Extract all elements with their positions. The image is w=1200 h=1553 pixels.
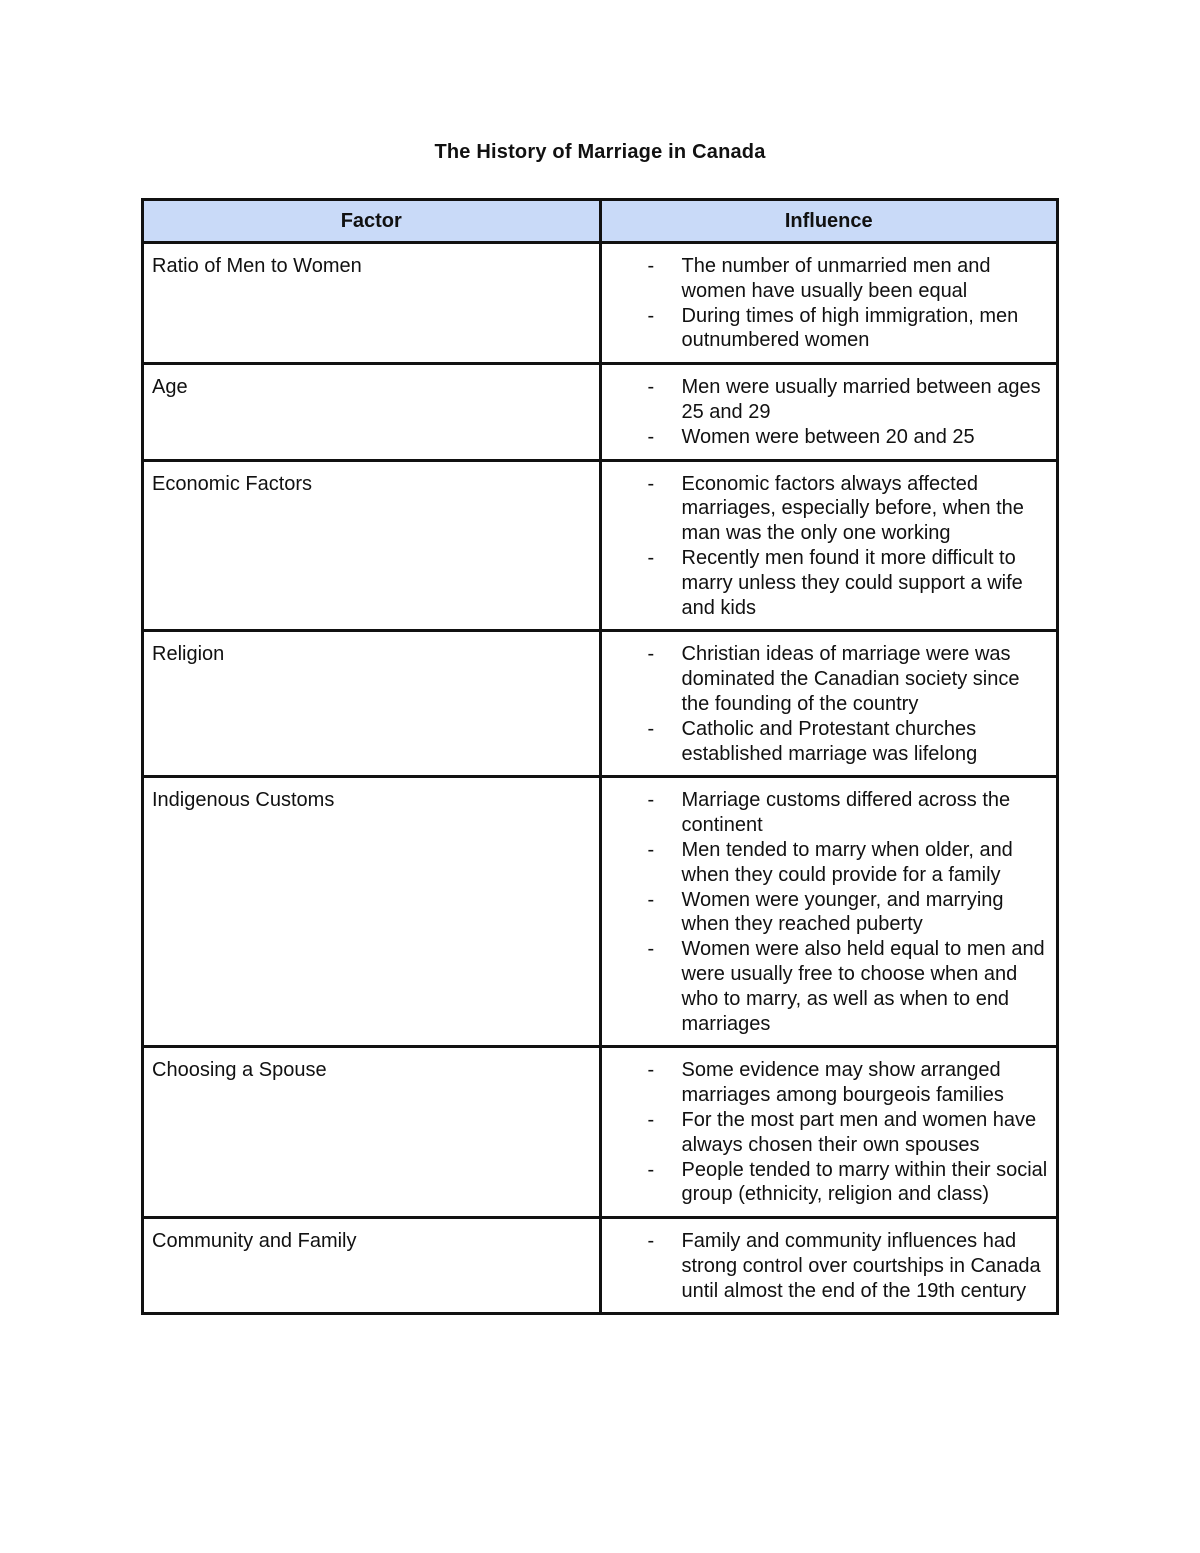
influence-cell (600, 1047, 1058, 1218)
dash-bullet: - (647, 888, 655, 911)
factor-cell: Economic Factors (143, 460, 601, 631)
influence-item (610, 1158, 1049, 1208)
document-title: The History of Marriage in Canada (434, 141, 766, 163)
factor-cell: Community and Family (143, 1218, 601, 1314)
influence-item (610, 642, 1049, 716)
table-row (143, 631, 1058, 777)
table-header-row (143, 200, 1058, 243)
dash-bullet: - (647, 1059, 655, 1082)
table-row (143, 1218, 1058, 1314)
influence-list (610, 1058, 1049, 1207)
table-body (143, 243, 1058, 1314)
influence-text: During times of high immigration, men outnumbered women (681, 304, 1019, 352)
influence-text: Christian ideas of marriage were was dominated the Canadian society since the founding of the country (681, 643, 1020, 715)
influence-list (610, 788, 1049, 1036)
table-row (143, 243, 1058, 364)
dash-bullet: - (647, 838, 655, 861)
table-row (143, 777, 1058, 1047)
dash-bullet: - (647, 717, 655, 740)
influence-item (610, 254, 1049, 304)
influence-text: Women were also held equal to men and were usually free to choose when and who to marry, as well as when to end marriages (681, 938, 1045, 1035)
influence-cell (600, 243, 1058, 364)
factor-cell: Religion (143, 631, 601, 777)
table-row (143, 1047, 1058, 1218)
dash-bullet: - (647, 546, 655, 569)
dash-bullet: - (647, 425, 655, 448)
influence-list (610, 375, 1049, 449)
influence-text: Recently men found it more difficult to marry unless they could support a wife and kids (681, 546, 1023, 619)
dash-bullet: - (647, 938, 655, 961)
influence-text: For the most part men and women have always chosen their own spouses (681, 1108, 1037, 1156)
influence-item (610, 375, 1049, 425)
dash-bullet: - (647, 1108, 655, 1131)
influence-item (610, 304, 1049, 354)
influence-item (610, 717, 1049, 767)
influence-cell (600, 631, 1058, 777)
influence-cell (600, 460, 1058, 631)
influence-item (610, 888, 1049, 938)
influence-text: Men tended to marry when older, and when they could provide for a family (681, 838, 1013, 886)
table-row (143, 460, 1058, 631)
influence-text: Family and community influences had strong control over courtships in Canada until almost the end of the 19th century (681, 1230, 1041, 1302)
influence-item (610, 937, 1049, 1036)
dash-bullet: - (647, 472, 655, 495)
influence-item (610, 546, 1049, 620)
influence-item (610, 472, 1049, 546)
influence-text: Some evidence may show arranged marriages among bourgeois families (681, 1059, 1004, 1107)
influence-cell (600, 364, 1058, 460)
dash-bullet: - (647, 1230, 655, 1253)
influence-text: The number of unmarried men and women have usually been equal (681, 255, 991, 302)
influence-item (610, 1229, 1049, 1303)
influence-item (610, 425, 1049, 450)
influence-text: People tended to marry within their social group (ethnicity, religion and class) (681, 1158, 1048, 1206)
influence-text: Women were between 20 and 25 (681, 425, 975, 448)
influence-item (610, 1058, 1049, 1108)
marriage-history-table (141, 198, 1059, 1315)
factor-cell: Age (143, 364, 601, 460)
dash-bullet: - (647, 255, 655, 277)
influence-list (610, 254, 1049, 353)
influence-column-header: Influence (600, 200, 1058, 243)
influence-text: Marriage customs differed across the continent (681, 789, 1011, 837)
influence-item (610, 838, 1049, 888)
table-row (143, 364, 1058, 460)
influence-list (610, 1229, 1049, 1303)
influence-list (610, 472, 1049, 621)
dash-bullet: - (647, 304, 655, 327)
dash-bullet: - (647, 376, 655, 399)
influence-item (610, 1108, 1049, 1158)
influence-text: Economic factors always affected marriages, especially before, when the man was the only one working (681, 472, 1024, 545)
factor-cell: Indigenous Customs (143, 777, 601, 1047)
factor-column-header: Factor (143, 200, 601, 243)
influence-text: Men were usually married between ages 25 and 29 (681, 376, 1041, 423)
influence-text: Women were younger, and marrying when they reached puberty (681, 888, 1004, 936)
influence-cell (600, 777, 1058, 1047)
influence-item (610, 788, 1049, 838)
dash-bullet: - (647, 643, 655, 666)
factor-cell: Ratio of Men to Women (143, 243, 601, 364)
influence-list (610, 642, 1049, 766)
dash-bullet: - (647, 1158, 655, 1181)
influence-cell (600, 1218, 1058, 1314)
dash-bullet: - (647, 789, 655, 812)
factor-cell: Choosing a Spouse (143, 1047, 601, 1218)
influence-text: Catholic and Protestant churches established marriage was lifelong (681, 717, 978, 765)
